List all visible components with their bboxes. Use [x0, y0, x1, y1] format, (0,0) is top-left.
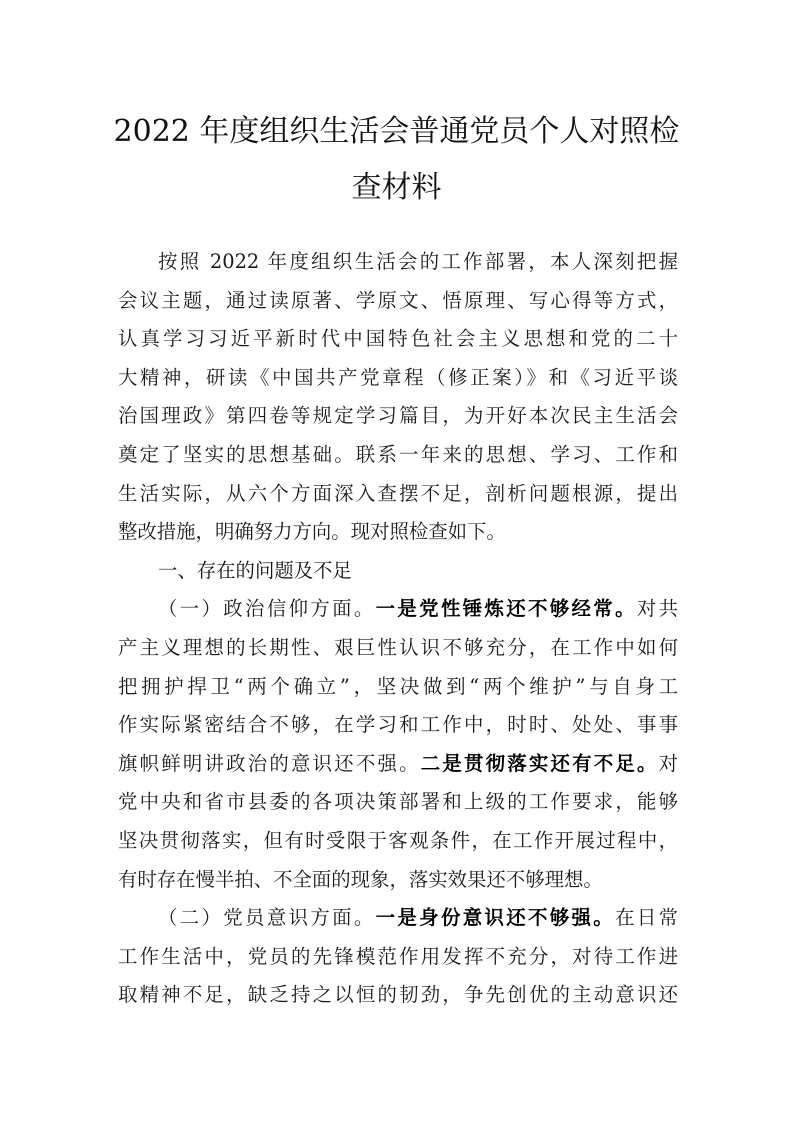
key-point: 二是贯彻落实还有不足。 — [420, 751, 659, 775]
title-line-2: 查材料 — [351, 170, 442, 205]
subsection-label: （二）党员意识方面。 — [158, 906, 376, 930]
intro-paragraph — [118, 243, 678, 552]
key-point: 一是身份意识还不够强。 — [375, 906, 616, 930]
text-run: 旗帜鲜明讲政治的意识还不强。 — [118, 751, 421, 775]
paragraph-line: 有时存在慢半拍、不全面的现象，落实效果还不够理想。 — [118, 867, 603, 891]
paragraph-line: 生活实际，从六个方面深入查摆不足，剖析问题根源，提出 — [118, 481, 678, 505]
paragraph-line — [118, 745, 678, 784]
paragraph-line: 把拥护捍卫“两个确立”，坚决做到“两个维护”与自身工 — [118, 674, 678, 698]
paragraph-line: 坚决贯彻落实，但有时受限于客观条件，在工作开展过程中， — [118, 828, 678, 852]
subsection-label: （一）政治信仰方面。 — [158, 597, 376, 621]
paragraph-line: 党中央和省市县委的各项决策部署和上级的工作要求，能够 — [118, 790, 678, 814]
section-heading: 一、存在的问题及不足 — [158, 558, 352, 582]
title-line-1: 2022 年度组织生活会普通党员个人对照检 — [113, 114, 680, 149]
paragraph-line: 奠定了坚实的思想基础。联系一年来的思想、学习、工作和 — [118, 442, 678, 466]
paragraph-line: 工作生活中，党员的先锋模范作用发挥不充分，对待工作进 — [118, 944, 678, 968]
paragraph-line: 作实际紧密结合不够，在学习和工作中，时时、处处、事事 — [118, 713, 678, 737]
paragraph-line — [118, 899, 678, 938]
key-point: 一是党性锤炼还不够经常。 — [375, 597, 637, 621]
paragraph-line: 取精神不足，缺乏持之以恒的韧劲，争先创优的主动意识还 — [118, 983, 678, 1007]
subsection-political-belief — [118, 590, 678, 899]
subsection-party-awareness — [118, 899, 678, 1015]
paragraph-line: 按照 2022 年度组织生活会的工作部署，本人深刻把握 — [158, 250, 678, 273]
paragraph-line: 产主义理想的长期性、艰巨性认识不够充分，在工作中如何 — [118, 635, 678, 659]
document-body — [118, 243, 678, 1015]
paragraph-line: 会议主题，通过读原著、学原文、悟原理、写心得等方式， — [118, 288, 678, 312]
paragraph-line: 认真学习习近平新时代中国特色社会主义思想和党的二十 — [118, 327, 678, 351]
text-run: 对 — [658, 751, 679, 775]
paragraph-line: 治国理政》第四卷等规定学习篇目，为开好本次民主生活会 — [118, 404, 678, 428]
paragraph-line: 整改措施，明确努力方向。现对照检查如下。 — [118, 520, 506, 544]
text-run: 在日常 — [615, 906, 678, 930]
document-title — [100, 104, 693, 216]
paragraph-line: 大精神，研读《中国共产党章程（修正案）》和《习近平谈 — [118, 365, 678, 389]
text-run: 对共 — [636, 597, 678, 621]
paragraph-line — [118, 590, 678, 629]
